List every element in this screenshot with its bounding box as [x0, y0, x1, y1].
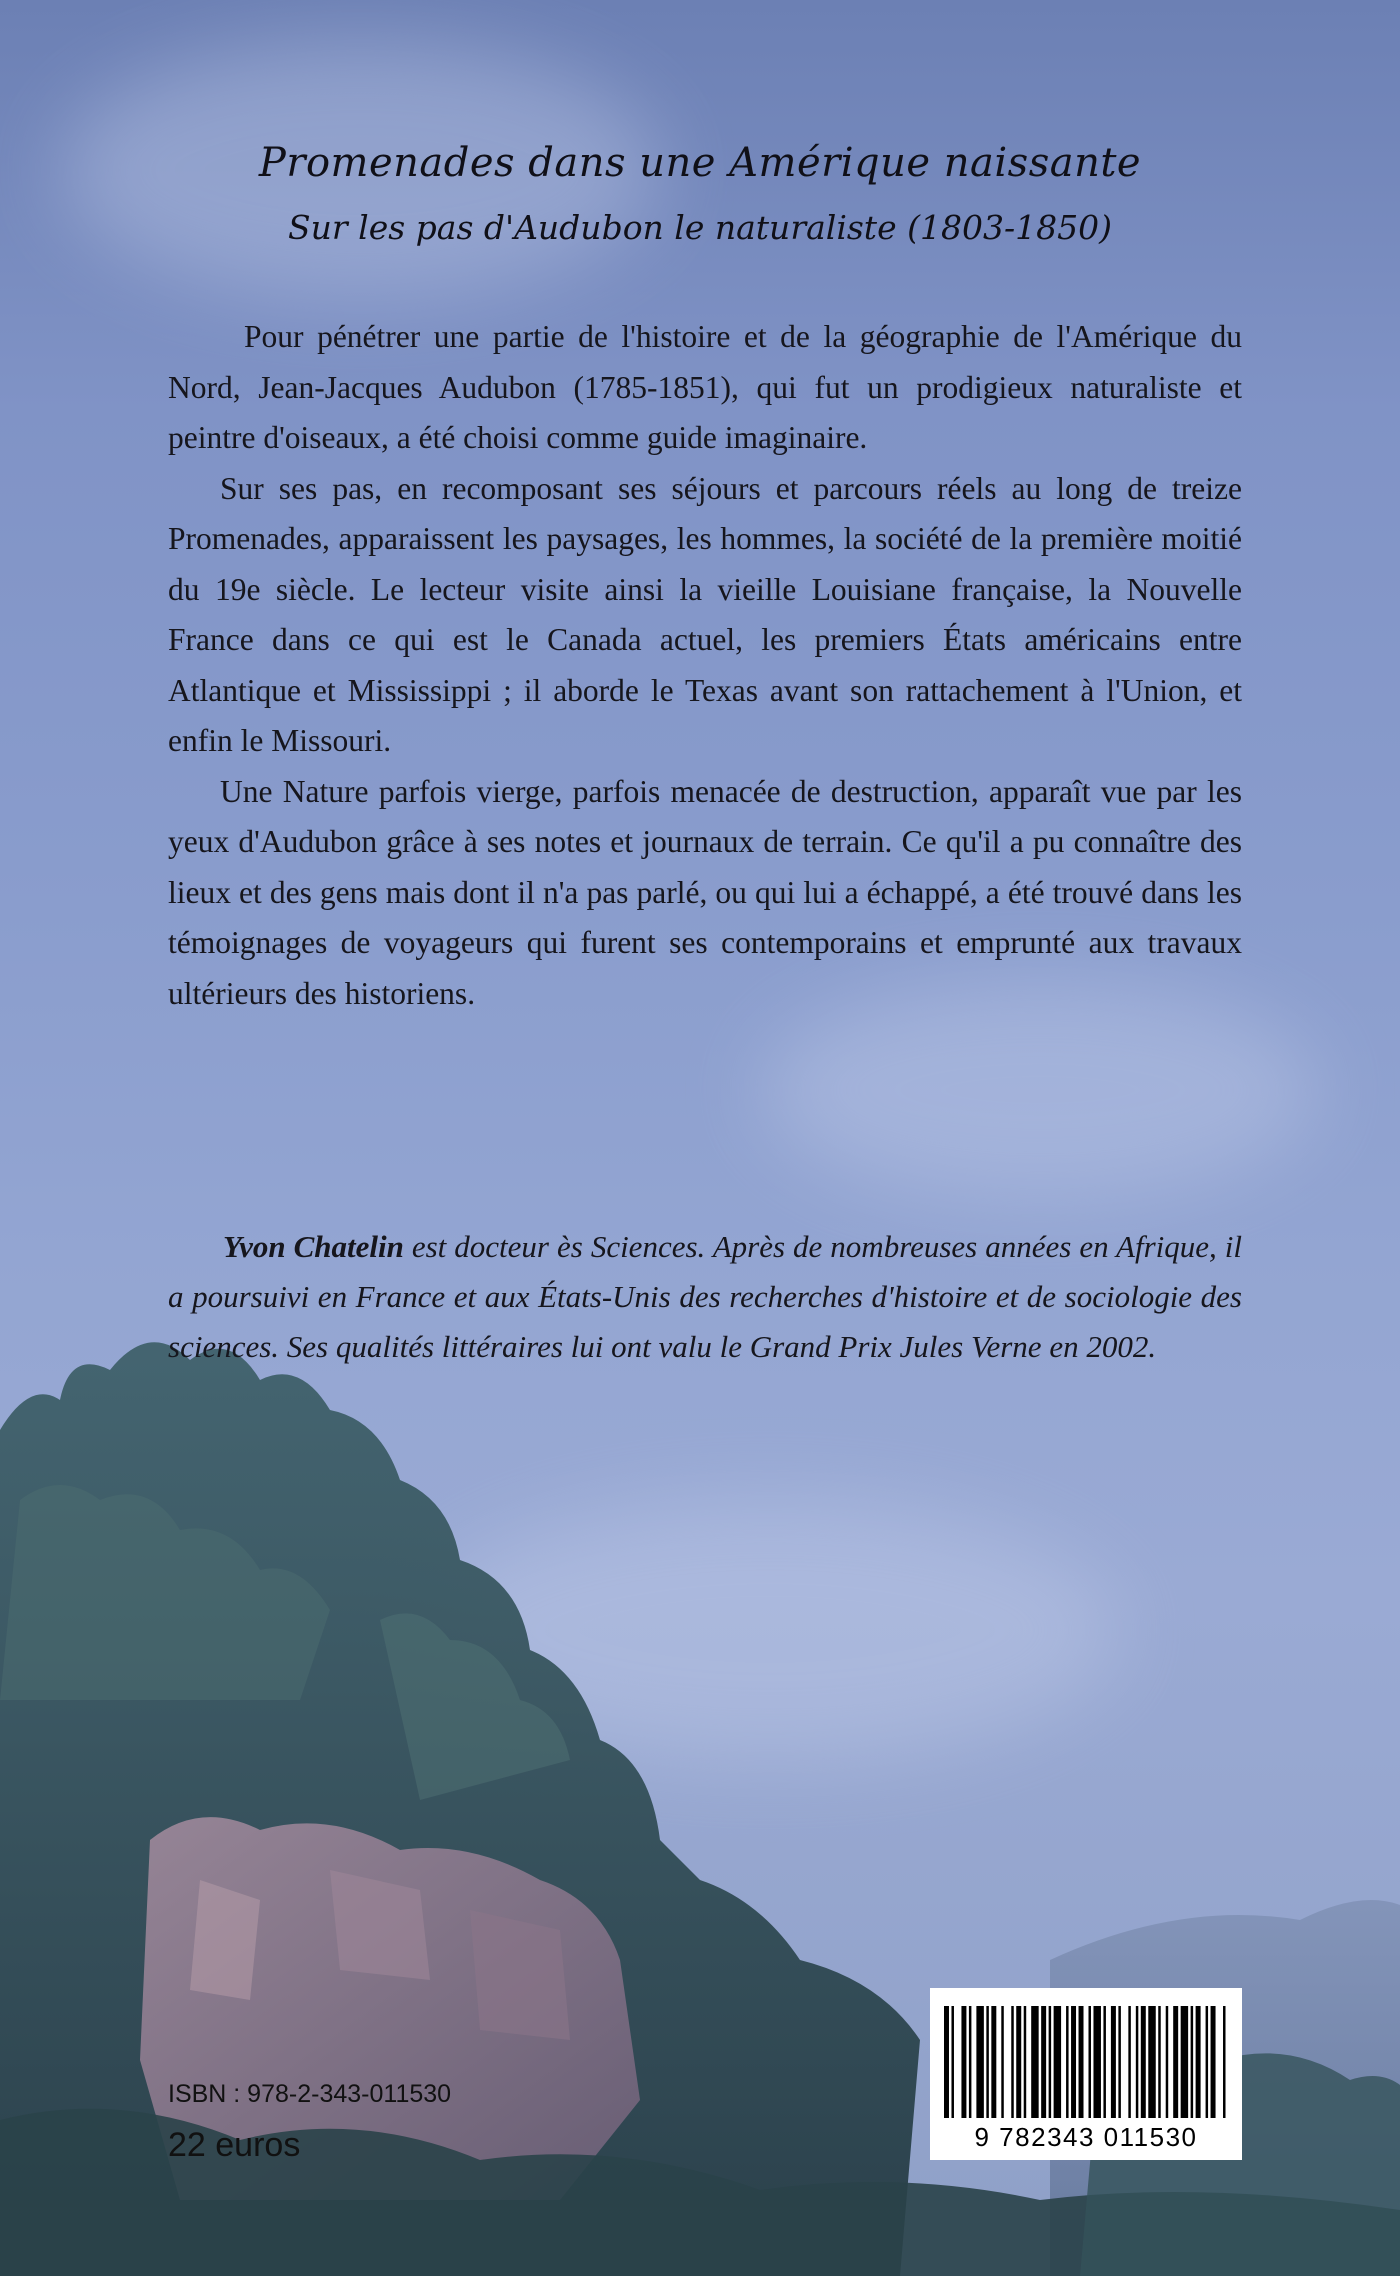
author-name: Yvon Chatelin: [223, 1229, 404, 1264]
barcode-bar: [1041, 2006, 1046, 2118]
barcode-bar: [1071, 2006, 1076, 2118]
barcode-bar: [1011, 2006, 1013, 2118]
price: 22 euros: [168, 2126, 301, 2164]
barcode-bar: [1141, 2006, 1146, 2118]
barcode-bar: [986, 2006, 988, 2118]
barcode: [930, 1988, 1242, 2160]
barcode-bar: [1181, 2006, 1188, 2118]
blurb-paragraph: Sur ses pas, en recomposant ses séjours et parcours réels au long de treize Promenades, apparaissent les paysages, les hommes, la société de la première moitié du 19e siècle. Le lecteur visite ainsi la vieille Louisiane française, la Nouvelle France dans ce qui est le Canada actuel, les premiers États américains entre Atlantique et Mississippi ; il aborde le Texas avant son rattachement à l'Union, et enfin le Missouri.: [168, 470, 1242, 758]
barcode-bar: [1054, 2006, 1061, 2118]
barcode-bar: [961, 2006, 966, 2118]
author-bio-text: est docteur ès Sciences. Après de nombreuses années en Afrique, il a poursuivi en France et aux États-Unis des recherches d'histoire et de sociologie des sciences. Ses qualités littéraires lui ont valu le Grand Prix Jules Verne en 2002.: [168, 1229, 1242, 1364]
barcode-bar: [1191, 2006, 1193, 2118]
barcode-bar: [1223, 2006, 1225, 2118]
barcode-bar: [1206, 2006, 1208, 2118]
barcode-bars: [944, 2006, 1228, 2118]
book-title: Promenades dans une Amérique naissante: [258, 140, 1142, 186]
barcode-bar: [1031, 2006, 1038, 2118]
barcode-bar: [951, 2006, 953, 2118]
barcode-bar: [1136, 2006, 1138, 2118]
blurb: [168, 312, 1242, 1019]
blurb-paragraph: Une Nature parfois vierge, parfois menacée de destruction, apparaît vue par les yeux d'Audubon grâce à ses notes et journaux de terrain. Ce qu'il a pu connaître des lieux et des gens mais dont il n'a pas parlé, ou qui lui a échappé, a été trouvé dans les témoignages de voyageurs qui furent ses contemporains et emprunté aux travaux ultérieurs des historiens.: [168, 773, 1242, 1011]
barcode-bar: [1088, 2006, 1090, 2118]
barcode-bar: [976, 2006, 983, 2118]
barcode-bar: [1158, 2006, 1160, 2118]
book-subtitle: Sur les pas d'Audubon le naturaliste (1803-1850): [288, 208, 1112, 247]
barcode-bar: [969, 2006, 971, 2118]
barcode-bar: [1049, 2006, 1051, 2118]
barcode-bar: [1066, 2006, 1068, 2118]
blurb-paragraph: Pour pénétrer une partie de l'histoire et de la géographie de l'Amérique du Nord, Jean-Jacques Audubon (1785-1851), qui fut un prodigieux naturaliste et peintre d'oiseaux, a été choisi comme guide imaginaire.: [168, 319, 1242, 455]
barcode-bar: [1173, 2006, 1178, 2118]
isbn: ISBN : 978-2-343-011530: [168, 2080, 452, 2108]
barcode-number: 9 782343 011530: [974, 2122, 1198, 2152]
barcode-bar: [991, 2006, 996, 2118]
barcode-bar: [944, 2006, 949, 2118]
barcode-bar: [1079, 2006, 1084, 2118]
barcode-bar: [1211, 2006, 1216, 2118]
barcode-bar: [1103, 2006, 1105, 2118]
barcode-bar: [1196, 2006, 1201, 2118]
barcode-bar: [1111, 2006, 1116, 2118]
barcode-bar: [1128, 2006, 1130, 2118]
barcode-bar: [1148, 2006, 1155, 2118]
barcode-bar: [1118, 2006, 1120, 2118]
barcode-bar: [1024, 2006, 1026, 2118]
barcode-bar: [1093, 2006, 1100, 2118]
barcode-bar: [1001, 2006, 1003, 2118]
barcode-bar: [1166, 2006, 1168, 2118]
barcode-bar: [1016, 2006, 1021, 2118]
author-bio: [168, 1222, 1242, 1372]
